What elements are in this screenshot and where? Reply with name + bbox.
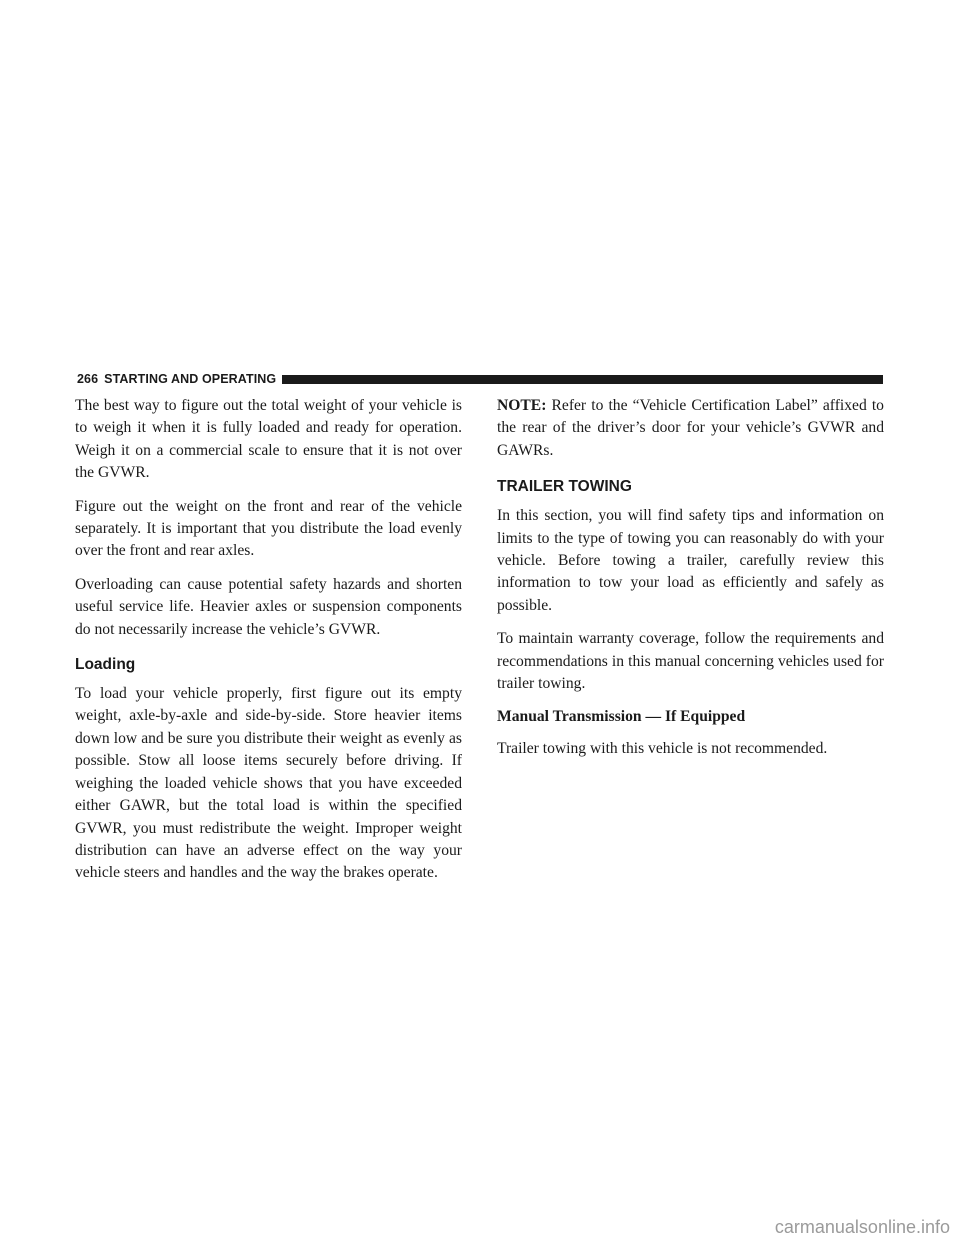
paragraph-total-weight: The best way to figure out the total weight of your vehicle is to weigh it when it is fully loaded and ready for operation. Weigh it on a commercial scale to ensure that it is not over the GVWR. [75,397,462,482]
note-text: Refer to the “Vehicle Certification Label” affixed to the rear of the driver’s door for your vehicle’s GVWR and GAWRs. [497,397,884,459]
paragraph-trailer-intro: In this section, you will find safety tips and information on limits to the type of towing you can reasonably do with your vehicle. Before towing a trailer, carefully review this information to tow your load as efficiently and safely as possible. [497,507,884,614]
watermark-text: carmanualsonline.info [774,1217,950,1237]
trailer-towing-heading: TRAILER TOWING [497,478,632,496]
paragraph-warranty: To maintain warranty coverage, follow the requirements and recommendations in this manual concerning vehicles used for trailer towing. [497,630,884,693]
paragraph-loading: To load your vehicle properly, first figure out its empty weight, axle-by-axle and side-by-side. Store heavier items down low and be sure you distribute their weight as evenly as possible. Stow all loose items securely before driving. If weighing the loaded vehicle shows that you have exceeded either GAWR, but the total load is within the specified GVWR, you must redistribute the weight. Improper weight distribution can have an adverse effect on the way your vehicle steers and handles and the way the brakes operate. [75,685,462,882]
paragraph-not-recommended: Trailer towing with this vehicle is not recommended. [497,740,828,758]
manual-transmission-heading: Manual Transmission — If Equipped [497,708,746,726]
note-paragraph [497,395,884,462]
left-column [75,395,462,896]
page-number: 266 [77,372,99,386]
paragraph-overloading: Overloading can cause potential safety hazards and shorten useful service life. Heavier axles or suspension components do not necessarily increase the vehicle’s GVWR. [75,575,462,638]
page-header [77,371,883,387]
section-title: STARTING AND OPERATING [104,372,277,386]
paragraph-front-rear-weight: Figure out the weight on the front and rear of the vehicle separately. It is important that you distribute the load evenly over the front and rear axles. [75,497,462,560]
note-label: NOTE: [497,397,547,414]
loading-heading: Loading [75,656,136,674]
header-rule [282,375,883,384]
right-column [497,395,884,772]
